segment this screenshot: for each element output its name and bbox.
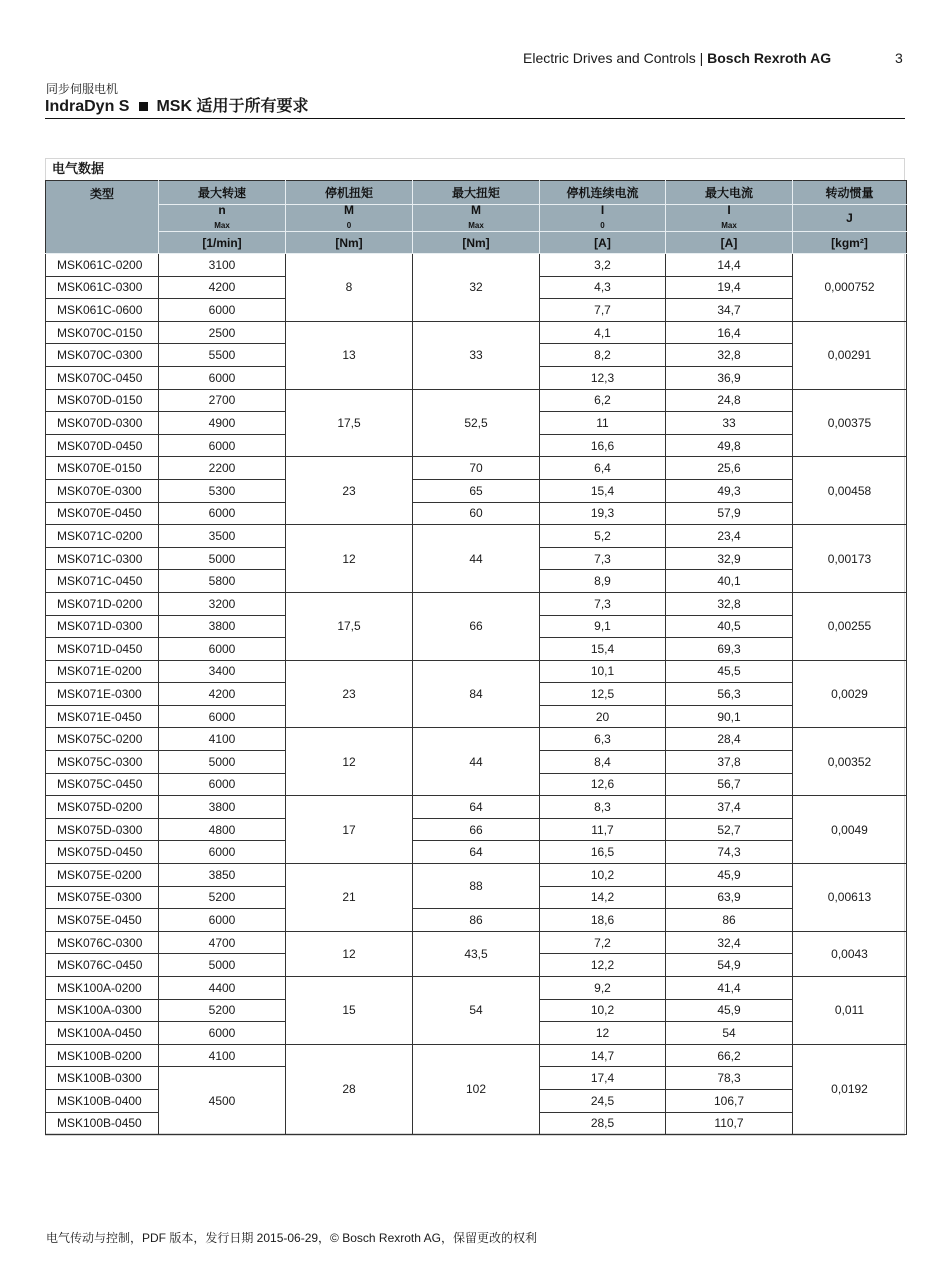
- max-torque-cell: 88: [413, 864, 540, 909]
- motor-type-cell: MSK070C-0450: [46, 366, 159, 389]
- motor-type-cell: MSK071E-0450: [46, 705, 159, 728]
- standstill-current-cell: 7,7: [540, 299, 666, 322]
- max-current-cell: 23,4: [666, 525, 793, 548]
- max-speed-cell: 3800: [159, 615, 286, 638]
- inertia-cell: 0,011: [793, 977, 907, 1045]
- standstill-current-cell: 20: [540, 705, 666, 728]
- max-speed-cell: 3800: [159, 796, 286, 819]
- symbol-i0: I $_0$: [540, 205, 666, 232]
- max-speed-cell: 6000: [159, 841, 286, 864]
- standstill-torque-cell: 17,5: [286, 592, 413, 660]
- motor-type-cell: MSK075D-0200: [46, 796, 159, 819]
- motor-type-cell: MSK070E-0300: [46, 479, 159, 502]
- max-speed-cell: 4200: [159, 276, 286, 299]
- max-speed-cell: 5000: [159, 954, 286, 977]
- inertia-cell: 0,0192: [793, 1044, 907, 1134]
- max-speed-cell: 4500: [159, 1067, 286, 1135]
- standstill-current-cell: 16,6: [540, 434, 666, 457]
- max-current-cell: 36,9: [666, 366, 793, 389]
- table-row: [46, 592, 907, 615]
- symbol-row: [46, 205, 907, 232]
- standstill-current-cell: 9,2: [540, 977, 666, 1000]
- standstill-current-cell: 11,7: [540, 818, 666, 841]
- max-torque-cell: 66: [413, 818, 540, 841]
- standstill-current-cell: 6,4: [540, 457, 666, 480]
- table-row: [46, 457, 907, 480]
- max-speed-cell: 6000: [159, 638, 286, 661]
- company-name: Bosch Rexroth AG: [707, 50, 832, 66]
- standstill-current-cell: 11: [540, 412, 666, 435]
- max-current-cell: 19,4: [666, 276, 793, 299]
- inertia-cell: 0,0049: [793, 796, 907, 864]
- max-speed-cell: 5200: [159, 999, 286, 1022]
- col-header-standstill-current: 停机连续电流: [540, 181, 666, 205]
- max-current-cell: 33: [666, 412, 793, 435]
- max-speed-cell: 6000: [159, 434, 286, 457]
- max-current-cell: 40,1: [666, 570, 793, 593]
- footer-text: 电气传动与控制，PDF 版本，发行日期 2015-06-29，© Bosch Rexroth AG，保留更改的权利: [46, 1231, 537, 1245]
- max-current-cell: 106,7: [666, 1089, 793, 1112]
- standstill-current-cell: 18,6: [540, 909, 666, 932]
- table-row: [46, 254, 907, 277]
- max-current-cell: 37,4: [666, 796, 793, 819]
- max-speed-cell: 6000: [159, 1022, 286, 1045]
- standstill-current-cell: 6,3: [540, 728, 666, 751]
- document-title: [45, 93, 308, 116]
- max-speed-cell: 3100: [159, 254, 286, 277]
- standstill-current-cell: 12: [540, 1022, 666, 1045]
- motor-type-cell: MSK075C-0200: [46, 728, 159, 751]
- motor-type-cell: MSK071C-0450: [46, 570, 159, 593]
- unit-current: [A]: [666, 232, 793, 254]
- table-row: [46, 841, 907, 864]
- max-speed-cell: 4100: [159, 728, 286, 751]
- max-current-cell: 56,7: [666, 773, 793, 796]
- max-torque-cell: 102: [413, 1044, 540, 1134]
- max-current-cell: 41,4: [666, 977, 793, 1000]
- motor-type-cell: MSK100B-0200: [46, 1044, 159, 1067]
- max-speed-cell: 5300: [159, 479, 286, 502]
- standstill-current-cell: 14,2: [540, 886, 666, 909]
- inertia-cell: 0,00375: [793, 389, 907, 457]
- motor-type-cell: MSK071D-0300: [46, 615, 159, 638]
- motor-type-cell: MSK100A-0450: [46, 1022, 159, 1045]
- motor-type-cell: MSK100B-0300: [46, 1067, 159, 1090]
- standstill-torque-cell: 15: [286, 977, 413, 1045]
- max-current-cell: 66,2: [666, 1044, 793, 1067]
- header-row: [46, 181, 907, 205]
- inertia-cell: 0,00458: [793, 457, 907, 525]
- motor-type-cell: MSK061C-0600: [46, 299, 159, 322]
- inertia-cell: 0,00613: [793, 864, 907, 932]
- max-torque-cell: 52,5: [413, 389, 540, 457]
- max-speed-cell: 6000: [159, 299, 286, 322]
- motor-type-cell: MSK100A-0300: [46, 999, 159, 1022]
- standstill-torque-cell: 17: [286, 796, 413, 864]
- table-row: [46, 728, 907, 751]
- motor-type-cell: MSK071E-0200: [46, 660, 159, 683]
- max-speed-cell: 6000: [159, 909, 286, 932]
- table-row: [46, 1044, 907, 1067]
- standstill-current-cell: 9,1: [540, 615, 666, 638]
- standstill-torque-cell: 8: [286, 254, 413, 322]
- max-speed-cell: 5500: [159, 344, 286, 367]
- max-torque-cell: 84: [413, 660, 540, 728]
- max-speed-cell: 3400: [159, 660, 286, 683]
- standstill-current-cell: 8,9: [540, 570, 666, 593]
- symbol-mmax: M $_{Max}$: [413, 205, 540, 232]
- max-current-cell: 40,5: [666, 615, 793, 638]
- max-torque-cell: 33: [413, 321, 540, 389]
- motor-type-cell: MSK075E-0200: [46, 864, 159, 887]
- motor-type-cell: MSK100A-0200: [46, 977, 159, 1000]
- max-current-cell: 45,9: [666, 864, 793, 887]
- table-row: [46, 502, 907, 525]
- table-body: [46, 254, 907, 1135]
- motor-type-cell: MSK071C-0200: [46, 525, 159, 548]
- max-torque-cell: 32: [413, 254, 540, 322]
- table-row: [46, 909, 907, 932]
- motor-type-cell: MSK070D-0450: [46, 434, 159, 457]
- max-speed-cell: 3500: [159, 525, 286, 548]
- max-current-cell: 74,3: [666, 841, 793, 864]
- max-speed-cell: 4200: [159, 683, 286, 706]
- company-text: Electric Drives and Controls |: [523, 50, 708, 66]
- max-speed-cell: 4900: [159, 412, 286, 435]
- electrical-data-table: [45, 180, 907, 1135]
- inertia-cell: 0,00291: [793, 321, 907, 389]
- max-speed-cell: 2200: [159, 457, 286, 480]
- motor-type-cell: MSK076C-0300: [46, 931, 159, 954]
- unit-torque: [Nm]: [413, 232, 540, 254]
- header-rule: [45, 118, 905, 119]
- standstill-current-cell: 8,3: [540, 796, 666, 819]
- standstill-current-cell: 5,2: [540, 525, 666, 548]
- max-current-cell: 28,4: [666, 728, 793, 751]
- standstill-torque-cell: 12: [286, 931, 413, 976]
- max-speed-cell: 6000: [159, 705, 286, 728]
- motor-type-cell: MSK076C-0450: [46, 954, 159, 977]
- max-current-cell: 32,8: [666, 344, 793, 367]
- motor-type-cell: MSK070C-0300: [46, 344, 159, 367]
- standstill-torque-cell: 21: [286, 864, 413, 932]
- max-current-cell: 49,3: [666, 479, 793, 502]
- max-speed-cell: 2500: [159, 321, 286, 344]
- inertia-cell: 0,00352: [793, 728, 907, 796]
- max-torque-cell: 44: [413, 525, 540, 593]
- max-torque-cell: 54: [413, 977, 540, 1045]
- motor-type-cell: MSK075C-0450: [46, 773, 159, 796]
- inertia-cell: 0,00255: [793, 592, 907, 660]
- motor-type-cell: MSK061C-0300: [46, 276, 159, 299]
- inertia-cell: 0,0029: [793, 660, 907, 728]
- standstill-current-cell: 10,1: [540, 660, 666, 683]
- max-current-cell: 54: [666, 1022, 793, 1045]
- unit-current: [A]: [540, 232, 666, 254]
- max-torque-cell: 66: [413, 592, 540, 660]
- max-current-cell: 54,9: [666, 954, 793, 977]
- standstill-current-cell: 7,3: [540, 592, 666, 615]
- max-current-cell: 32,8: [666, 592, 793, 615]
- unit-torque: [Nm]: [286, 232, 413, 254]
- max-current-cell: 78,3: [666, 1067, 793, 1090]
- col-header-max-speed: 最大转速: [159, 181, 286, 205]
- max-speed-cell: 3200: [159, 592, 286, 615]
- standstill-current-cell: 15,4: [540, 479, 666, 502]
- max-speed-cell: 5200: [159, 886, 286, 909]
- standstill-torque-cell: 12: [286, 728, 413, 796]
- standstill-current-cell: 4,3: [540, 276, 666, 299]
- max-speed-cell: 4800: [159, 818, 286, 841]
- max-current-cell: 32,4: [666, 931, 793, 954]
- max-current-cell: 34,7: [666, 299, 793, 322]
- standstill-current-cell: 10,2: [540, 999, 666, 1022]
- max-speed-cell: 3850: [159, 864, 286, 887]
- standstill-current-cell: 12,3: [540, 366, 666, 389]
- max-current-cell: 110,7: [666, 1112, 793, 1135]
- max-torque-cell: 86: [413, 909, 540, 932]
- max-speed-cell: 5800: [159, 570, 286, 593]
- table-row: [46, 931, 907, 954]
- page-number: 3: [895, 50, 903, 66]
- inertia-cell: 0,000752: [793, 254, 907, 322]
- standstill-torque-cell: 12: [286, 525, 413, 593]
- max-speed-cell: 5000: [159, 751, 286, 774]
- standstill-torque-cell: 23: [286, 457, 413, 525]
- motor-type-cell: MSK075C-0300: [46, 751, 159, 774]
- standstill-torque-cell: 17,5: [286, 389, 413, 457]
- motor-type-cell: MSK075D-0450: [46, 841, 159, 864]
- max-current-cell: 52,7: [666, 818, 793, 841]
- standstill-current-cell: 14,7: [540, 1044, 666, 1067]
- max-current-cell: 90,1: [666, 705, 793, 728]
- max-current-cell: 25,6: [666, 457, 793, 480]
- max-current-cell: 45,5: [666, 660, 793, 683]
- max-speed-cell: 4400: [159, 977, 286, 1000]
- standstill-current-cell: 8,4: [540, 751, 666, 774]
- standstill-torque-cell: 28: [286, 1044, 413, 1134]
- max-speed-cell: 2700: [159, 389, 286, 412]
- symbol-j: J: [793, 205, 907, 232]
- table-row: [46, 977, 907, 1000]
- motor-type-cell: MSK071D-0450: [46, 638, 159, 661]
- table-row: [46, 660, 907, 683]
- unit-speed: [1/min]: [159, 232, 286, 254]
- standstill-current-cell: 12,5: [540, 683, 666, 706]
- motor-type-cell: MSK061C-0200: [46, 254, 159, 277]
- table-row: [46, 389, 907, 412]
- inertia-cell: 0,00173: [793, 525, 907, 593]
- standstill-current-cell: 24,5: [540, 1089, 666, 1112]
- max-current-cell: 86: [666, 909, 793, 932]
- standstill-torque-cell: 23: [286, 660, 413, 728]
- title-series: MSK 适用于所有要求: [156, 98, 309, 115]
- table-row: [46, 525, 907, 548]
- col-header-max-torque: 最大扭矩: [413, 181, 540, 205]
- company-line: [523, 50, 831, 66]
- col-header-type: 类型: [46, 181, 159, 254]
- motor-type-cell: MSK070E-0450: [46, 502, 159, 525]
- standstill-current-cell: 7,3: [540, 547, 666, 570]
- standstill-current-cell: 10,2: [540, 864, 666, 887]
- table-row: [46, 479, 907, 502]
- max-torque-cell: 64: [413, 796, 540, 819]
- standstill-torque-cell: 13: [286, 321, 413, 389]
- motor-type-cell: MSK100B-0400: [46, 1089, 159, 1112]
- max-current-cell: 69,3: [666, 638, 793, 661]
- motor-type-cell: MSK100B-0450: [46, 1112, 159, 1135]
- standstill-current-cell: 15,4: [540, 638, 666, 661]
- max-current-cell: 63,9: [666, 886, 793, 909]
- motor-type-cell: MSK071C-0300: [46, 547, 159, 570]
- max-current-cell: 37,8: [666, 751, 793, 774]
- max-speed-cell: 4700: [159, 931, 286, 954]
- max-speed-cell: 6000: [159, 773, 286, 796]
- standstill-current-cell: 4,1: [540, 321, 666, 344]
- motor-type-cell: MSK075D-0300: [46, 818, 159, 841]
- standstill-current-cell: 28,5: [540, 1112, 666, 1135]
- col-header-max-current: 最大电流: [666, 181, 793, 205]
- max-current-cell: 49,8: [666, 434, 793, 457]
- max-speed-cell: 5000: [159, 547, 286, 570]
- standstill-current-cell: 12,2: [540, 954, 666, 977]
- standstill-current-cell: 19,3: [540, 502, 666, 525]
- max-current-cell: 32,9: [666, 547, 793, 570]
- max-speed-cell: 4100: [159, 1044, 286, 1067]
- table-header: [46, 181, 907, 254]
- table-row: [46, 864, 907, 887]
- motor-type-cell: MSK070D-0150: [46, 389, 159, 412]
- motor-type-cell: MSK075E-0300: [46, 886, 159, 909]
- title-product: IndraDyn S: [45, 98, 130, 115]
- motor-type-cell: MSK071D-0200: [46, 592, 159, 615]
- symbol-imax: I $_{Max}$: [666, 205, 793, 232]
- max-torque-cell: 64: [413, 841, 540, 864]
- max-torque-cell: 44: [413, 728, 540, 796]
- max-current-cell: 16,4: [666, 321, 793, 344]
- symbol-nmax: n $_{Max}$: [159, 205, 286, 232]
- standstill-current-cell: 16,5: [540, 841, 666, 864]
- table-row: [46, 321, 907, 344]
- standstill-current-cell: 3,2: [540, 254, 666, 277]
- max-speed-cell: 6000: [159, 502, 286, 525]
- max-current-cell: 14,4: [666, 254, 793, 277]
- col-header-inertia: 转动惯量: [793, 181, 907, 205]
- max-torque-cell: 43,5: [413, 931, 540, 976]
- col-header-standstill-torque: 停机扭矩: [286, 181, 413, 205]
- motor-type-cell: MSK070E-0150: [46, 457, 159, 480]
- max-torque-cell: 60: [413, 502, 540, 525]
- unit-inertia: [kgm²]: [793, 232, 907, 254]
- motor-type-cell: MSK070D-0300: [46, 412, 159, 435]
- max-current-cell: 56,3: [666, 683, 793, 706]
- standstill-current-cell: 17,4: [540, 1067, 666, 1090]
- standstill-current-cell: 7,2: [540, 931, 666, 954]
- max-current-cell: 45,9: [666, 999, 793, 1022]
- max-current-cell: 57,9: [666, 502, 793, 525]
- max-torque-cell: 65: [413, 479, 540, 502]
- square-bullet-icon: [139, 102, 148, 111]
- max-torque-cell: 70: [413, 457, 540, 480]
- symbol-m0: M $_0$: [286, 205, 413, 232]
- table-title: 电气数据: [52, 161, 105, 176]
- subtitle: 同步伺服电机: [46, 82, 119, 96]
- motor-type-cell: MSK070C-0150: [46, 321, 159, 344]
- standstill-current-cell: 12,6: [540, 773, 666, 796]
- motor-type-cell: MSK075E-0450: [46, 909, 159, 932]
- max-current-cell: 24,8: [666, 389, 793, 412]
- table-row: [46, 818, 907, 841]
- inertia-cell: 0,0043: [793, 931, 907, 976]
- table-row: [46, 796, 907, 819]
- standstill-current-cell: 6,2: [540, 389, 666, 412]
- motor-type-cell: MSK071E-0300: [46, 683, 159, 706]
- standstill-current-cell: 8,2: [540, 344, 666, 367]
- max-speed-cell: 6000: [159, 366, 286, 389]
- unit-row: [46, 232, 907, 254]
